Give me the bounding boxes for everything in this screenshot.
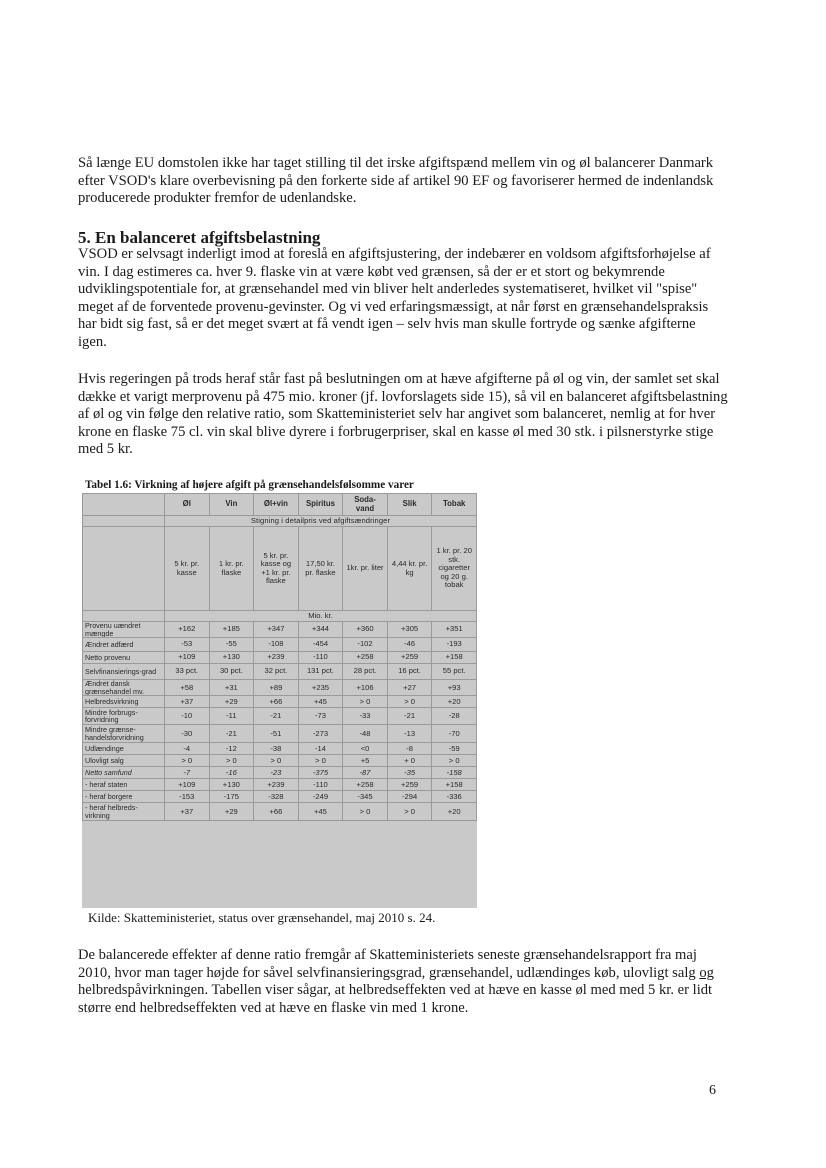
table-cell: +45 (298, 803, 343, 821)
column-header: Spiritus (298, 494, 343, 516)
table-cell: -87 (343, 767, 388, 779)
column-header: Øl (165, 494, 210, 516)
table-cell: 28 pct. (343, 664, 388, 680)
table-row (83, 803, 477, 821)
effects-paragraph (78, 947, 728, 1017)
table-cell: -51 (254, 725, 299, 743)
vsod-paragraph: VSOD er selvsagt inderligt imod at foreslå en afgiftsjustering, der indebærer en voldsom afgiftsforhøjelse af vin. I dag estimeres ca. hver 9. flaske vin at være købt ved grænsen, så der er et stort og bekymrende udviklingspotentiale for, at grænsehandel med vin bliver helt anderledes systematiseret, hvilket vil "spise" meget af de forventede provenu-gevinster. Og vi ved erfaringsmæssigt, at når først en grænsehandelspraksis har bidt sig fast, så er det meget svært at få vendt igen – selv hvis man skulle fortryde og sænke afgifterne igen. (78, 246, 711, 350)
table-cell: +66 (254, 803, 299, 821)
table-cell: > 0 (343, 696, 388, 708)
increment-cell: 17,50 kr. pr. flaske (298, 527, 343, 611)
increment-row (83, 527, 477, 611)
table-cell: 16 pct. (387, 664, 432, 680)
table-cell: > 0 (254, 755, 299, 767)
table-row (83, 767, 477, 779)
table-cell: -8 (387, 743, 432, 755)
table-row (83, 725, 477, 743)
table-cell: +130 (209, 779, 254, 791)
table-cell: -110 (298, 652, 343, 664)
table-row (83, 708, 477, 725)
table-cell: -11 (209, 708, 254, 725)
table-cell: -59 (432, 743, 477, 755)
table-cell: -21 (387, 708, 432, 725)
page-number: 6 (709, 1083, 716, 1098)
column-header: Øl+vin (254, 494, 299, 516)
table-cell: +89 (254, 680, 299, 696)
table-cell: -110 (298, 779, 343, 791)
table-row (83, 696, 477, 708)
table-cell: +93 (432, 680, 477, 696)
table-row (83, 791, 477, 803)
table-cell: +162 (165, 622, 210, 638)
table-row (83, 779, 477, 791)
table-cell: +109 (165, 779, 210, 791)
table-cell: +29 (209, 696, 254, 708)
table-cell: +239 (254, 652, 299, 664)
table-cell: -294 (387, 791, 432, 803)
span-header-row (83, 516, 477, 527)
table-row (83, 743, 477, 755)
column-header: Tobak (432, 494, 477, 516)
table-cell: +37 (165, 803, 210, 821)
increment-cell: 1 kr. pr. 20 stk. cigaretter og 20 g. tobak (432, 527, 477, 611)
table-cell: +259 (387, 652, 432, 664)
table-cell: > 0 (387, 803, 432, 821)
tax-effect-table (82, 493, 477, 908)
table-cell: -21 (254, 708, 299, 725)
table-cell: +239 (254, 779, 299, 791)
government-paragraph: Hvis regeringen på trods heraf står fast på beslutningen om at hæve afgifterne på øl og vin, der samlet set skal dække et varigt merprovenu på 475 mio. kroner (jf. lovforslagets side 15), så vil en balanceret afgiftsbelastning af øl og vin følge den relative ratio, som Skatteministeriet selv har angivet som balanceret, nemlig at for hver krone en flaske 75 cl. vin skal blive dyrere i forbrugerpriser, skal en kasse øl med 30 stk. i pilsnerstyrke stige med 5 kr. (78, 371, 728, 458)
table-cell: +258 (343, 652, 388, 664)
table-cell: 131 pct. (298, 664, 343, 680)
increment-cell: 4,44 kr. pr. kg (387, 527, 432, 611)
table-cell: -4 (165, 743, 210, 755)
table-cell: +31 (209, 680, 254, 696)
table-cell: +29 (209, 803, 254, 821)
increment-cell: 5 kr. pr. kasse og +1 kr. pr. flaske (254, 527, 299, 611)
table-cell: -102 (343, 638, 388, 652)
table-cell: +5 (343, 755, 388, 767)
table-cell: -38 (254, 743, 299, 755)
column-header: Slik (387, 494, 432, 516)
table-row (83, 622, 477, 638)
table-cell: <0 (343, 743, 388, 755)
table-cell: > 0 (209, 755, 254, 767)
table-cell: -30 (165, 725, 210, 743)
table-cell: -28 (432, 708, 477, 725)
table-cell: -46 (387, 638, 432, 652)
row-label: Mindre forbrugs-forvridning (83, 708, 165, 725)
table-cell: +259 (387, 779, 432, 791)
table-header-row (83, 494, 477, 516)
table-cell: -345 (343, 791, 388, 803)
row-label: Helbredsvirkning (83, 696, 165, 708)
table-row (83, 652, 477, 664)
table-cell: -35 (387, 767, 432, 779)
row-label: Netto provenu (83, 652, 165, 664)
table-cell: +351 (432, 622, 477, 638)
table-cell: -158 (432, 767, 477, 779)
table-cell: +130 (209, 652, 254, 664)
row-label: Udlændinge (83, 743, 165, 755)
increment-cell: 1kr. pr. liter (343, 527, 388, 611)
table-cell: +45 (298, 696, 343, 708)
table-cell: > 0 (387, 696, 432, 708)
effects-text-a: De balancerede effekter af denne ratio fremgår af Skatteministeriets seneste grænsehandelsrapport fra maj 2010, hvor man tager højde for såvel selvfinansieringsgrad, grænsehandel, udlændinges køb, ulovligt salg (78, 947, 700, 981)
table-cell: > 0 (298, 755, 343, 767)
span-header: Stigning i detailpris ved afgiftsændringer (165, 516, 477, 527)
column-header: Vin (209, 494, 254, 516)
table-source: Kilde: Skatteministeriet, status over grænsehandel, maj 2010 s. 24. (88, 910, 436, 925)
table-caption: Tabel 1.6: Virkning af højere afgift på grænsehandelsfølsomme varer (85, 479, 414, 491)
table-cell: +344 (298, 622, 343, 638)
column-header: Soda-vand (343, 494, 388, 516)
table-cell: +305 (387, 622, 432, 638)
table-cell: +360 (343, 622, 388, 638)
table-cell: +185 (209, 622, 254, 638)
table-cell: -33 (343, 708, 388, 725)
table-cell: -273 (298, 725, 343, 743)
table-cell: -21 (209, 725, 254, 743)
row-label: Provenu uændret mængde (83, 622, 165, 638)
row-label: Ændret dansk grænsehandel mv. (83, 680, 165, 696)
table-cell: -73 (298, 708, 343, 725)
table-cell: > 0 (432, 755, 477, 767)
table-cell: -14 (298, 743, 343, 755)
table-cell: -454 (298, 638, 343, 652)
table-cell: -13 (387, 725, 432, 743)
table-cell: 30 pct. (209, 664, 254, 680)
increment-cell: 5 kr. pr. kasse (165, 527, 210, 611)
table-cell: -153 (165, 791, 210, 803)
table-cell: 55 pct. (432, 664, 477, 680)
table-row (83, 638, 477, 652)
table-cell: + 0 (387, 755, 432, 767)
row-label: Ændret adfærd (83, 638, 165, 652)
table-row (83, 755, 477, 767)
table-cell: -108 (254, 638, 299, 652)
table-cell: -55 (209, 638, 254, 652)
table-cell: > 0 (343, 803, 388, 821)
effects-text-b: helbredspåvirkningen. Tabellen viser sågar, at helbredseffekten ved at hæve en kasse øl med med 5 kr. er lidt større end helbredseffekten ved at hæve en flaske vin med 1 krone. (78, 982, 713, 1016)
table-cell: -16 (209, 767, 254, 779)
table-cell: -53 (165, 638, 210, 652)
table-cell: -249 (298, 791, 343, 803)
table-cell: +58 (165, 680, 210, 696)
table-cell: -193 (432, 638, 477, 652)
table-cell: 32 pct. (254, 664, 299, 680)
table-cell: +66 (254, 696, 299, 708)
increment-cell: 1 kr. pr. flaske (209, 527, 254, 611)
table-cell: -23 (254, 767, 299, 779)
row-label: Ulovligt salg (83, 755, 165, 767)
table-cell: +347 (254, 622, 299, 638)
row-label: - heraf staten (83, 779, 165, 791)
table-row (83, 680, 477, 696)
unit-row (83, 611, 477, 622)
table-cell: +106 (343, 680, 388, 696)
underlined-word: og (699, 964, 714, 981)
table-cell: +235 (298, 680, 343, 696)
row-label: Mindre grænse-handelsforvridning (83, 725, 165, 743)
unit-label: Mio. kr. (165, 611, 477, 622)
table-cell: -70 (432, 725, 477, 743)
table-cell: +158 (432, 779, 477, 791)
table-cell: +20 (432, 696, 477, 708)
row-label: Selvfinansierings-grad (83, 664, 165, 680)
section-heading: 5. En balanceret afgiftsbelastning (78, 228, 321, 247)
table-cell: -336 (432, 791, 477, 803)
intro-paragraph: Så længe EU domstolen ikke har taget stilling til det irske afgiftspænd mellem vin og øl balancerer Danmark efter VSOD's klare overbevisning på den forkerte side af artikel 90 EF og favoriserer hermed de indenlandsk producerede produkter fremfor de udenlandske. (78, 155, 714, 207)
table-cell: +158 (432, 652, 477, 664)
row-label: Netto samfund (83, 767, 165, 779)
table-cell: +20 (432, 803, 477, 821)
table-cell: 33 pct. (165, 664, 210, 680)
table-cell: -375 (298, 767, 343, 779)
table-cell: -48 (343, 725, 388, 743)
table-cell: +109 (165, 652, 210, 664)
table-cell: -10 (165, 708, 210, 725)
row-label: - heraf helbreds-virkning (83, 803, 165, 821)
row-label: - heraf borgere (83, 791, 165, 803)
table-cell: +258 (343, 779, 388, 791)
table-cell: +27 (387, 680, 432, 696)
table-cell: > 0 (165, 755, 210, 767)
table-cell: -12 (209, 743, 254, 755)
table-row (83, 664, 477, 680)
table-cell: -7 (165, 767, 210, 779)
table-cell: +37 (165, 696, 210, 708)
table-cell: -328 (254, 791, 299, 803)
table-cell: -175 (209, 791, 254, 803)
